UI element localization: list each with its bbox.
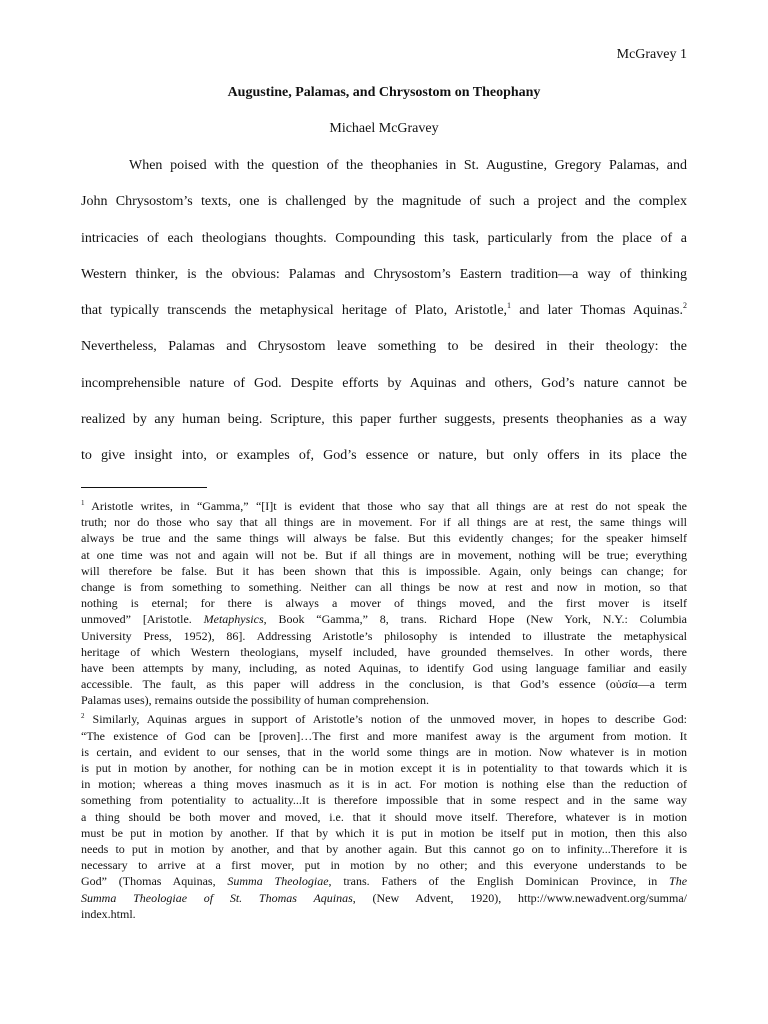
book-title: Summa Theologiae of St. Thomas Aquinas	[81, 890, 353, 905]
body-line: John Chrysostom’s texts, one is challenged by the magnitude of such a project and the complex	[81, 194, 687, 210]
footnote-text: , (New Advent, 1920), http://www.newadvent.org/summa/	[352, 890, 687, 905]
footnote-line: Palamas uses), remains outside the possibility of human comprehension.	[81, 693, 429, 708]
footnote-line: must be put in motion by another. If that by which it is put in motion be itself put in motion, then this also	[81, 825, 687, 840]
footnote-line: nothing is eternal; for there is always a mover of things moved, and the first mover is itself	[81, 596, 687, 611]
footnote-line: truth; nor do those who say that all things are in movement. For if all things are at rest, the same things will	[81, 515, 687, 530]
book-title: Summa Theologiae	[227, 874, 329, 889]
footnote-line: have been attempts by many, including, as noted Aquinas, to identify God using language familiar and easily	[81, 660, 687, 675]
footnote-line: at one time was not and again will not be. But if all things are in movement, nothing will be true; everything	[81, 547, 687, 562]
body-line-with-footnote-refs	[81, 293, 687, 329]
author-name: Michael McGravey	[329, 121, 439, 136]
body-line: Nevertheless, Palamas and Chrysostom leave something to be desired in their theology: the	[81, 339, 687, 355]
footnote-line	[81, 890, 687, 906]
body-paragraph	[81, 148, 687, 475]
footnote-marker: 1	[81, 499, 85, 507]
footnote-line: is certain, and evident to our senses, that in the world some things are in motion. Now whatever is in motion	[81, 744, 687, 759]
footnote-line: “The existence of God can be [proven]…The first and more manifest away is the argument from motion. It	[81, 728, 687, 743]
footnote-line	[81, 711, 687, 727]
footnote-text: , trans. Fathers of the English Dominican Province, in	[328, 874, 670, 889]
body-text-segment: that typically transcends the metaphysical heritage of Plato, Aristotle,	[81, 303, 508, 319]
footnote-text: , Book “Gamma,” 8, trans. Richard Hope (New York, N.Y.: Columbia	[263, 612, 687, 627]
footnote-marker: 2	[81, 712, 85, 721]
body-line: realized by any human being. Scripture, this paper further suggests, presents theophanies as a way	[81, 412, 687, 428]
footnotes	[81, 498, 687, 922]
body-line: to give insight into, or examples of, God’s essence or nature, but only offers in its place the	[81, 448, 687, 464]
body-line: When poised with the question of the theophanies in St. Augustine, Gregory Palamas, and	[129, 158, 687, 173]
footnote-line: in motion; whereas a thing moves inasmuch as it is in act. For motion is nothing else than the reduction of	[81, 777, 687, 792]
footnote-line: change is from something to something. Neither can all things be now at rest and now in motion, so that	[81, 579, 687, 594]
footnote-ref-1: 1	[507, 301, 512, 311]
footnote-line: heritage of which Western theologians, myself included, have grounded themselves. In other words, there	[81, 644, 687, 659]
footnote-ref-2: 2	[683, 301, 688, 311]
footnote-line: necessary to arrive at a first mover, put in motion by no other; and this everyone understands to be	[81, 858, 687, 873]
footnote-line: is put in motion by another, for nothing can be in motion except it is in potentiality to that towards which it is	[81, 761, 687, 775]
book-title: The	[669, 874, 688, 889]
footnote-line: index.html.	[81, 906, 136, 921]
body-line: intricacies of each theologians thoughts. Compounding this task, particularly from the place of a	[81, 230, 687, 246]
footnote-line	[81, 611, 687, 627]
footnote-text: Aristotle writes, in “Gamma,” “[I]t is evident that those who say that all things are at rest do not speak the	[84, 499, 687, 513]
footnote-text: God” (Thomas Aquinas,	[81, 874, 228, 889]
footnote-line: will therefore be false. But it has been shown that this is impossible. Again, only beings can change; for	[81, 563, 687, 578]
footnote-1	[81, 498, 687, 708]
running-head: McGravey 1	[616, 47, 687, 62]
footnote-line: a thing should be both mover and moved, i.e. that it should move itself. Therefore, whatever is in motion	[81, 809, 687, 824]
footnote-separator	[81, 487, 207, 488]
body-text-segment: and later Thomas Aquinas.	[511, 303, 684, 319]
footnote-line: accessible. The fault, as this paper will address in the conclusion, is that God’s essence (οὐσία—a term	[81, 677, 687, 692]
footnote-line: something from potentiality to actuality...It is therefore impossible that in some respect and in the same way	[81, 793, 687, 808]
footnote-line: needs to put in motion by another, and that by another again. But this cannot go on to infinity...Therefore it is	[81, 841, 687, 856]
footnote-line: always be true and the same things will always be false. But this evidently changes; for the speaker himself	[81, 531, 687, 546]
book-title: Metaphysics	[203, 612, 264, 627]
footnote-line: University Press, 1952), 86]. Addressing Aristotle’s philosophy is intended to illustrate the metaphysical	[81, 628, 687, 643]
footnote-line	[81, 873, 687, 889]
paper-title: Augustine, Palamas, and Chrysostom on Theophany	[227, 85, 541, 100]
body-line: incomprehensible nature of God. Despite efforts by Aquinas and others, God’s nature cannot be	[81, 375, 687, 391]
body-line: Western thinker, is the obvious: Palamas and Chrysostom’s Eastern tradition—a way of thinking	[81, 266, 687, 282]
footnote-text: Similarly, Aquinas argues in support of Aristotle’s notion of the unmoved mover, in hopes to describe God:	[84, 712, 687, 727]
footnote-line	[81, 498, 687, 514]
footnote-2	[81, 711, 687, 921]
footnote-text: unmoved” [Aristotle.	[81, 612, 204, 627]
